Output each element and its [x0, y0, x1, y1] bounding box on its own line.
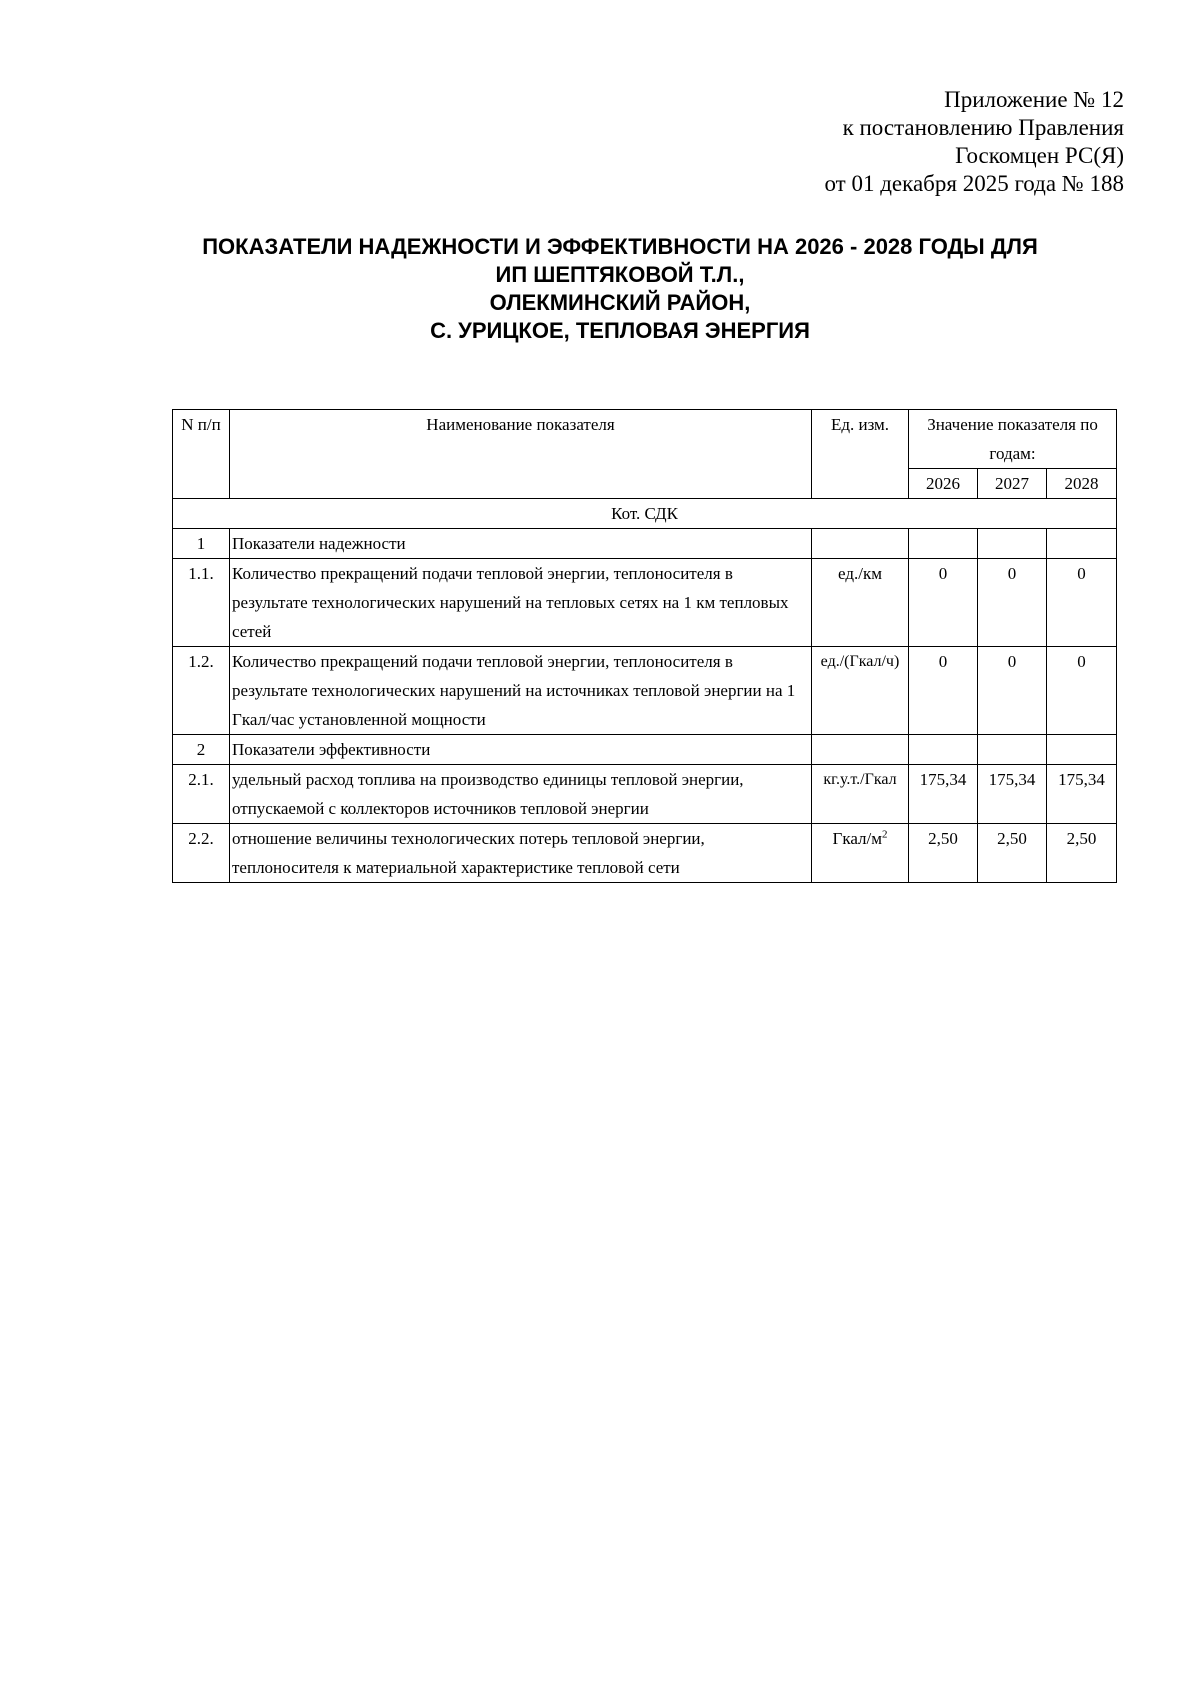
appendix-number: Приложение № 12: [944, 87, 1124, 112]
row-unit: кг.у.т./Гкал: [812, 765, 909, 824]
row-value-2028: [1047, 735, 1117, 765]
header-values: [909, 410, 1117, 469]
row-name: отношение величины технологических потерь тепловой энергии, теплоносителя к материальной характеристике тепловой сети: [230, 824, 812, 883]
row-value-2028: 175,34: [1047, 765, 1117, 824]
appendix-block: [824, 86, 1124, 198]
row-name: Показатели эффективности: [230, 735, 812, 765]
header-year-2026: 2026: [909, 469, 978, 499]
appendix-date: от 01 декабря 2025 года № 188: [824, 171, 1124, 196]
row-unit-base: Гкал/м: [832, 829, 882, 848]
row-value-2027: 0: [978, 559, 1047, 647]
row-value-2026: 0: [909, 559, 978, 647]
row-unit: ед./км: [812, 559, 909, 647]
header-year-2028: 2028: [1047, 469, 1117, 499]
header-num: [173, 410, 230, 499]
row-value-2027: 0: [978, 647, 1047, 735]
header-values-label: Значение показателя по годам:: [927, 415, 1098, 463]
table-row: [173, 735, 1117, 765]
header-name-label: Наименование показателя: [426, 415, 615, 434]
row-value-2027: [978, 529, 1047, 559]
header-name: [230, 410, 812, 499]
row-unit: [812, 824, 909, 883]
row-name: Количество прекращений подачи тепловой энергии, теплоносителя в результате технологических нарушений на тепловых сетях на 1 км тепловых сетей: [230, 559, 812, 647]
header-unit: [812, 410, 909, 499]
row-value-2027: 175,34: [978, 765, 1047, 824]
row-value-2026: 175,34: [909, 765, 978, 824]
title-line-2: ИП ШЕПТЯКОВОЙ Т.Л.,: [495, 262, 745, 287]
row-num: 2.1.: [173, 765, 230, 824]
table-row: [173, 647, 1117, 735]
table-header-row: [173, 410, 1117, 469]
row-value-2028: 0: [1047, 647, 1117, 735]
title-line-3: ОЛЕКМИНСКИЙ РАЙОН,: [489, 290, 751, 315]
table-row: [173, 824, 1117, 883]
row-value-2026: [909, 529, 978, 559]
row-value-2026: [909, 735, 978, 765]
row-unit: [812, 529, 909, 559]
table-row: [173, 529, 1117, 559]
row-value-2027: [978, 735, 1047, 765]
row-num: 2: [173, 735, 230, 765]
row-value-2028: 0: [1047, 559, 1117, 647]
row-name: удельный расход топлива на производство единицы тепловой энергии, отпускаемой с коллекторов источников тепловой энергии: [230, 765, 812, 824]
indicators-table: [172, 409, 1117, 883]
row-num: 1.2.: [173, 647, 230, 735]
row-num: 1.1.: [173, 559, 230, 647]
header-year-2027: 2027: [978, 469, 1047, 499]
row-num: 2.2.: [173, 824, 230, 883]
section-row: [173, 499, 1117, 529]
section-label: Кот. СДК: [173, 499, 1117, 529]
appendix-resolution: к постановлению Правления: [842, 115, 1124, 140]
row-unit: [812, 735, 909, 765]
header-num-label: N п/п: [181, 415, 221, 434]
title-line-1: ПОКАЗАТЕЛИ НАДЕЖНОСТИ И ЭФФЕКТИВНОСТИ НА 2026 - 2028 ГОДЫ ДЛЯ: [202, 234, 1038, 259]
row-value-2028: 2,50: [1047, 824, 1117, 883]
title-line-4: С. УРИЦКОЕ, ТЕПЛОВАЯ ЭНЕРГИЯ: [430, 318, 810, 343]
row-value-2028: [1047, 529, 1117, 559]
row-value-2027: 2,50: [978, 824, 1047, 883]
table-row: [173, 765, 1117, 824]
appendix-authority: Госкомцен РС(Я): [955, 143, 1124, 168]
row-unit: ед./(Гкал/ч): [812, 647, 909, 735]
row-num: 1: [173, 529, 230, 559]
row-unit-exponent: 2: [882, 828, 888, 841]
row-name: Количество прекращений подачи тепловой энергии, теплоносителя в результате технологических нарушений на источниках тепловой энергии на 1 Гкал/час установленной мощности: [230, 647, 812, 735]
row-value-2026: 0: [909, 647, 978, 735]
row-value-2026: 2,50: [909, 824, 978, 883]
row-name: Показатели надежности: [230, 529, 812, 559]
page-title: [150, 233, 1090, 345]
table-row: [173, 559, 1117, 647]
header-unit-label: Ед. изм.: [830, 415, 890, 434]
